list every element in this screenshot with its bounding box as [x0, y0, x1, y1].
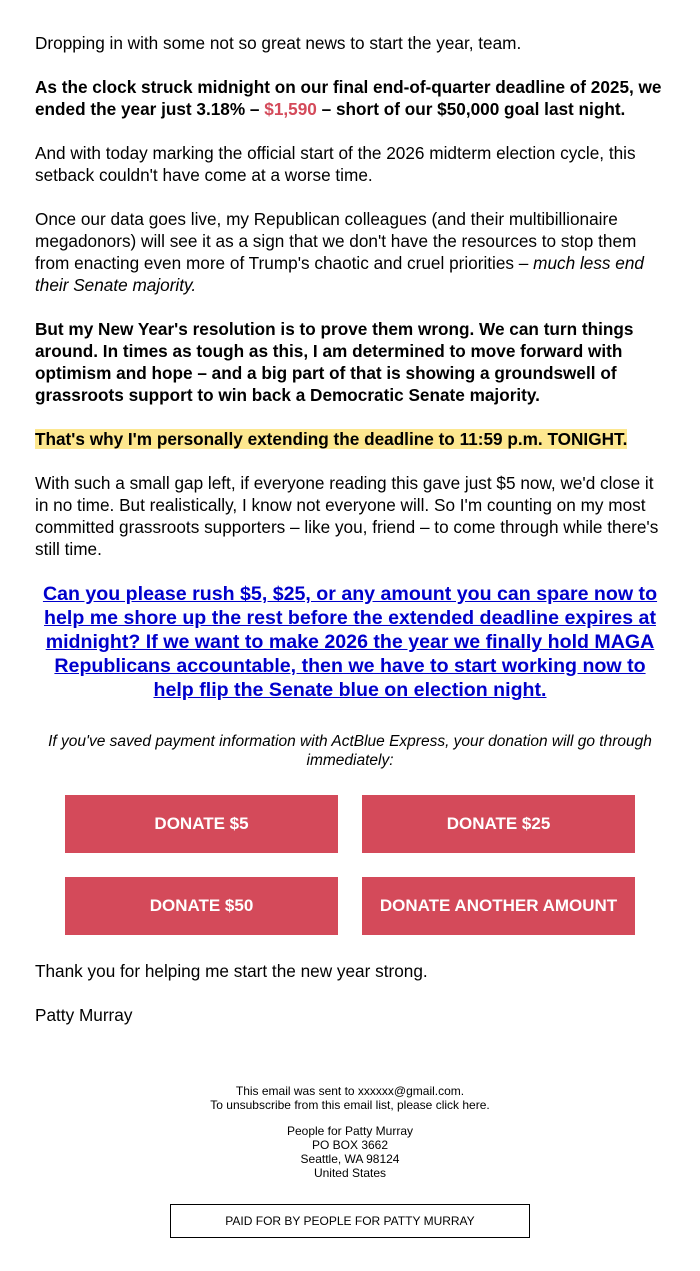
shortfall-amount: $1,590: [264, 99, 317, 119]
deadline-text-start: As the clock struck midnight on our final end-of-quarter deadline of 2025, we ended the year just 3.18% –: [35, 77, 662, 119]
mailing-address: [35, 1124, 665, 1180]
unsubscribe-link[interactable]: To unsubscribe from this email list, please click here.: [210, 1098, 490, 1112]
data-paragraph: [35, 208, 665, 296]
sent-to-line: This email was sent to xxxxxx@gmail.com.: [235, 1084, 465, 1098]
donate-5-button[interactable]: DONATE $5: [65, 795, 338, 853]
donate-button-grid: [65, 795, 665, 935]
extended-deadline-highlight: That's why I'm personally extending the deadline to 11:59 p.m. TONIGHT.: [35, 429, 628, 449]
intro-paragraph: Dropping in with some not so great news to start the year, team.: [35, 33, 522, 53]
thanks-paragraph: Thank you for helping me start the new year strong.: [35, 961, 428, 981]
midterm-paragraph: And with today marking the official start of the 2026 midterm election cycle, this setback couldn't have come at a worse time.: [35, 143, 636, 185]
donate-25-button[interactable]: DONATE $25: [362, 795, 635, 853]
highlight-paragraph: [35, 428, 665, 450]
org-name: People for Patty Murray: [286, 1124, 414, 1138]
small-gap-paragraph: With such a small gap left, if everyone reading this gave just $5 now, we'd close it in no time. But realistically, I know not everyone will. So I'm counting on my most committed grassroots supporters – like you, friend – to come through while there's still time.: [35, 473, 659, 559]
deadline-paragraph: [35, 76, 665, 120]
data-italic-text: much less end their Senate majority.: [35, 253, 644, 295]
deadline-text-end: – short of our $50,000 goal last night.: [316, 99, 626, 119]
country-line: United States: [313, 1166, 387, 1180]
donate-50-button[interactable]: DONATE $50: [65, 877, 338, 935]
signature: Patty Murray: [35, 1005, 133, 1025]
donate-other-amount-button[interactable]: DONATE ANOTHER AMOUNT: [362, 877, 635, 935]
city-line: Seattle, WA 98124: [300, 1152, 400, 1166]
data-text: Once our data goes live, my Republican colleagues (and their multibillionaire megadonors) will see it as a sign that we don't have the resources to stop them from enacting even more of Trump's chaotic and cruel priorities –: [35, 209, 637, 273]
email-footer: [35, 1084, 665, 1238]
resolution-paragraph: But my New Year's resolution is to prove them wrong. We can turn things around. In times as tough as this, I am determined to move forward with optimism and hope – and a big part of that is showing a groundswell of grassroots support to win back a Democratic Senate majority.: [35, 319, 634, 405]
actblue-express-note: If you've saved payment information with ActBlue Express, your donation will go through immediately:: [48, 733, 652, 769]
donate-cta-link[interactable]: Can you please rush $5, $25, or any amount you can spare now to help me shore up the rest before the extended deadline expires at midnight? If we want to make 2026 the year we finally hold MAGA Republicans accountable, then we have to start working now to help flip the Senate blue on election night.: [42, 583, 658, 701]
paid-for-disclaimer: PAID FOR BY PEOPLE FOR PATTY MURRAY: [170, 1204, 530, 1238]
po-box: PO BOX 3662: [311, 1138, 389, 1152]
